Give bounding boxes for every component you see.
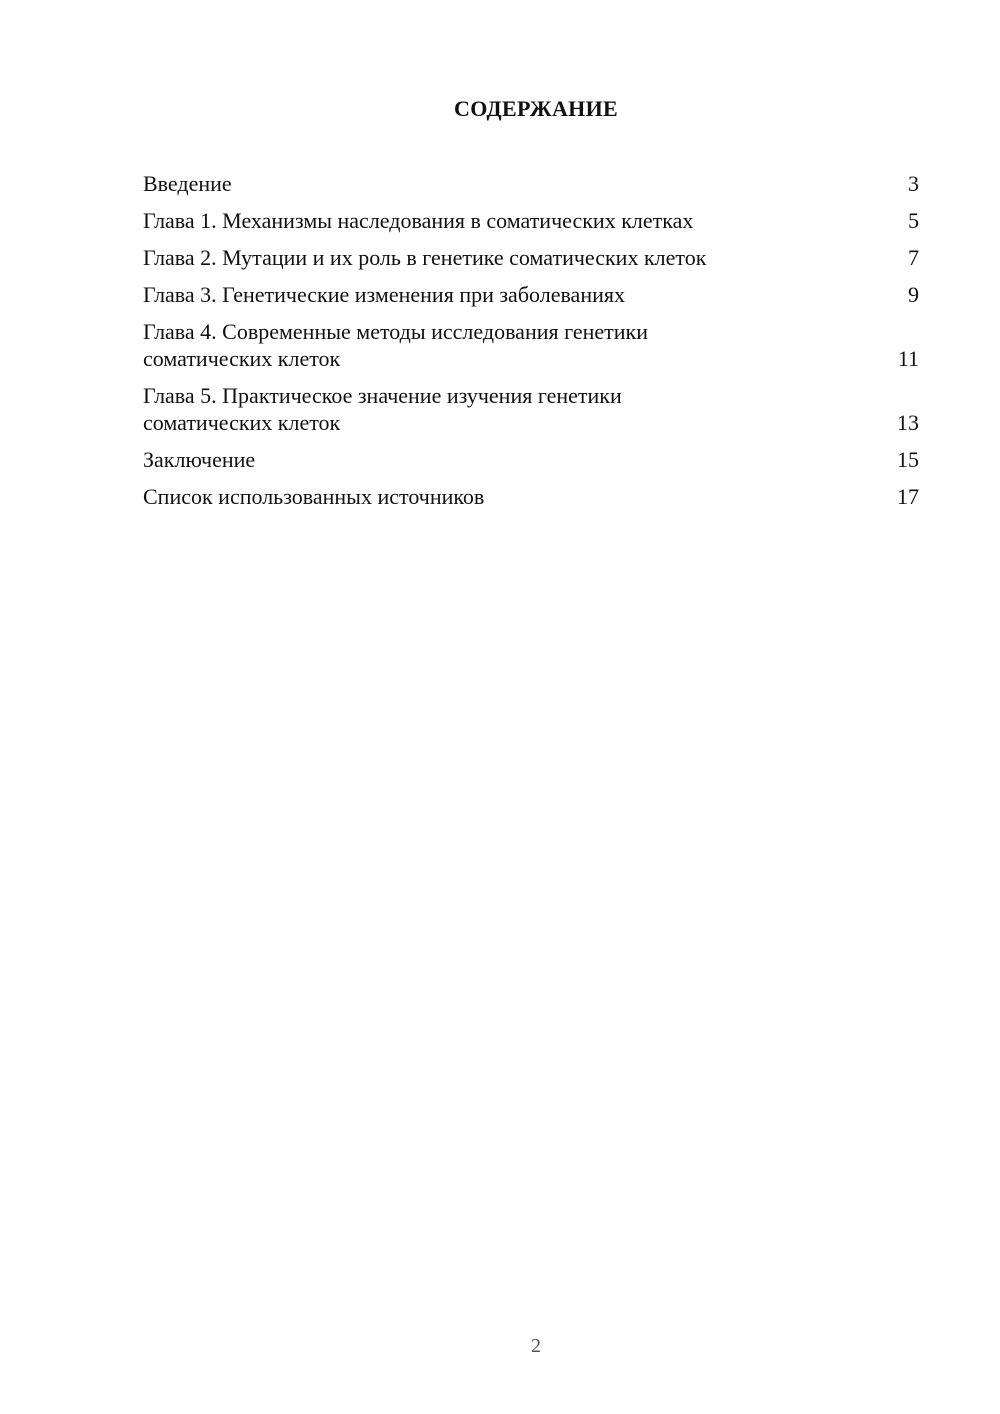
toc-item-page: 9	[908, 282, 919, 307]
toc-item-page: 13	[897, 410, 919, 435]
toc-item-chapter-3[interactable]	[143, 281, 919, 318]
toc-item-chapter-1[interactable]	[143, 207, 919, 244]
toc-item-page: 11	[897, 346, 919, 371]
table-of-contents	[143, 170, 919, 520]
toc-item-chapter-2[interactable]	[143, 244, 919, 281]
toc-item-conclusion[interactable]	[143, 446, 919, 483]
page-title: СОДЕРЖАНИЕ	[454, 96, 618, 121]
toc-item-chapter-5[interactable]	[143, 382, 919, 446]
toc-item-page: 15	[897, 447, 919, 472]
toc-item-text: Глава 2. Мутации и их роль в генетике соматических клеток	[143, 245, 707, 270]
toc-item-text: Введение	[143, 171, 232, 196]
toc-item-text: Список использованных источников	[143, 484, 485, 509]
toc-item-page: 7	[908, 245, 919, 270]
toc-item-text: Глава 5. Практическое значение изучения генетики соматических клеток	[143, 383, 622, 435]
page-number: 2	[531, 1335, 541, 1357]
toc-item-text: Заключение	[143, 447, 256, 472]
toc-item-text: Глава 4. Современные методы исследования генетики соматических клеток	[143, 319, 648, 371]
toc-item-text: Глава 1. Механизмы наследования в соматических клетках	[143, 208, 694, 233]
toc-item-references[interactable]	[143, 483, 919, 520]
toc-item-text: Глава 3. Генетические изменения при заболеваниях	[143, 282, 625, 307]
toc-item-chapter-4[interactable]	[143, 318, 919, 382]
toc-item-page: 5	[908, 208, 919, 233]
toc-item-page: 17	[897, 484, 919, 509]
toc-item-page: 3	[908, 171, 919, 196]
toc-item-introduction[interactable]	[143, 170, 919, 207]
